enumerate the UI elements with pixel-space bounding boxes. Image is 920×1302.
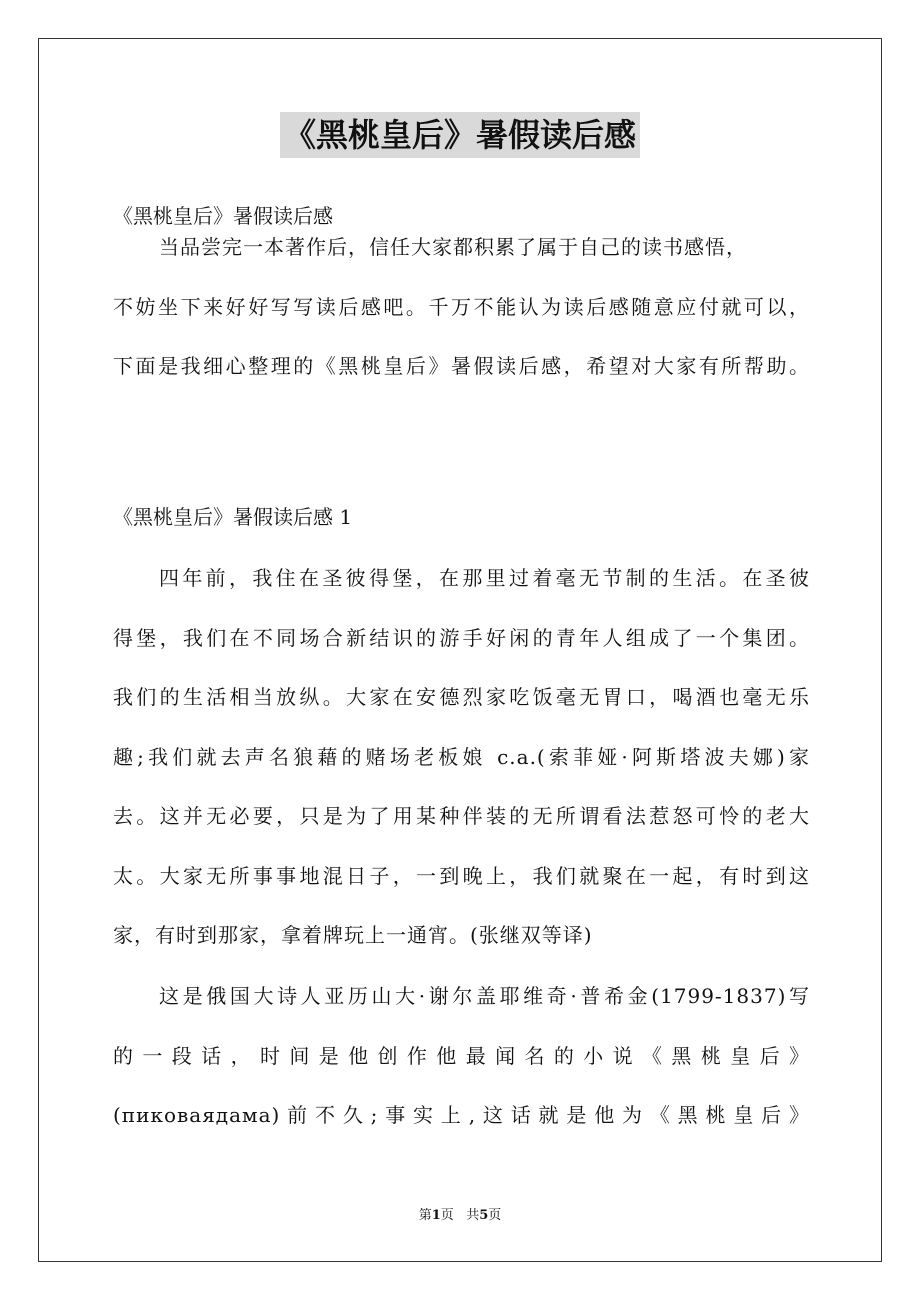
paragraph-line: (пиковаядама)前不久;事实上,这话就是他为《黑桃皇后》 [113, 1103, 810, 1127]
paragraph-line: 太。大家无所事事地混日子，一到晚上，我们就聚在一起，有时到这 [113, 863, 810, 888]
intro-paragraph [113, 233, 810, 412]
title-container [0, 112, 920, 158]
document-subtitle: 《黑桃皇后》暑假读后感 [113, 204, 333, 228]
page-footer [0, 1207, 920, 1225]
section1-paragraph-1 [113, 564, 810, 981]
paragraph-line: 我们的生活相当放纵。大家在安德烈家吃饭毫无胃口，喝酒也毫无乐 [113, 685, 810, 709]
footer-page-number: 1 [431, 1208, 441, 1223]
paragraph-line: 四年前，我住在圣彼得堡，在那里过着毫无节制的生活。在圣彼 [159, 566, 810, 590]
paragraph-line: 去。这并无必要，只是为了用某种伴装的无所谓看法惹怒可怜的老大 [113, 804, 810, 828]
paragraph-line: 不妨坐下来好好写写读后感吧。千万不能认为读后感随意应付就可以， [113, 294, 810, 319]
paragraph-line: 这是俄国大诗人亚历山大·谢尔盖耶维奇·普希金(1799-1837)写 [159, 984, 810, 1008]
paragraph-line: 当品尝完一本著作后，信任大家都积累了属于自己的读书感悟， [159, 235, 747, 259]
paragraph-line: 得堡，我们在不同场合新结识的游手好闲的青年人组成了一个集团。 [113, 625, 810, 650]
footer-total-suffix: 页 [488, 1208, 502, 1223]
footer-total-prefix: 共 [466, 1208, 480, 1223]
footer-page-prefix: 第 [418, 1208, 432, 1223]
paragraph-line: 趣;我们就去声名狼藉的赌场老板娘 c.a.(索菲娅·阿斯塔波夫娜)家 [113, 744, 810, 769]
section1-paragraph-2 [113, 982, 810, 1161]
document-title: 《黑桃皇后》暑假读后感 [280, 112, 640, 158]
paragraph-line: 下面是我细心整理的《黑桃皇后》暑假读后感，希望对大家有所帮助。 [113, 354, 810, 378]
footer-page-suffix: 页 [440, 1208, 454, 1223]
paragraph-line: 家，有时到那家，拿着牌玩上一通宵。(张继双等译) [113, 923, 593, 947]
section-heading: 《黑桃皇后》暑假读后感 1 [113, 505, 353, 529]
footer-total-pages: 5 [479, 1208, 489, 1223]
paragraph-line: 的一段话，时间是他创作他最闻名的小说《黑桃皇后》 [113, 1043, 810, 1068]
